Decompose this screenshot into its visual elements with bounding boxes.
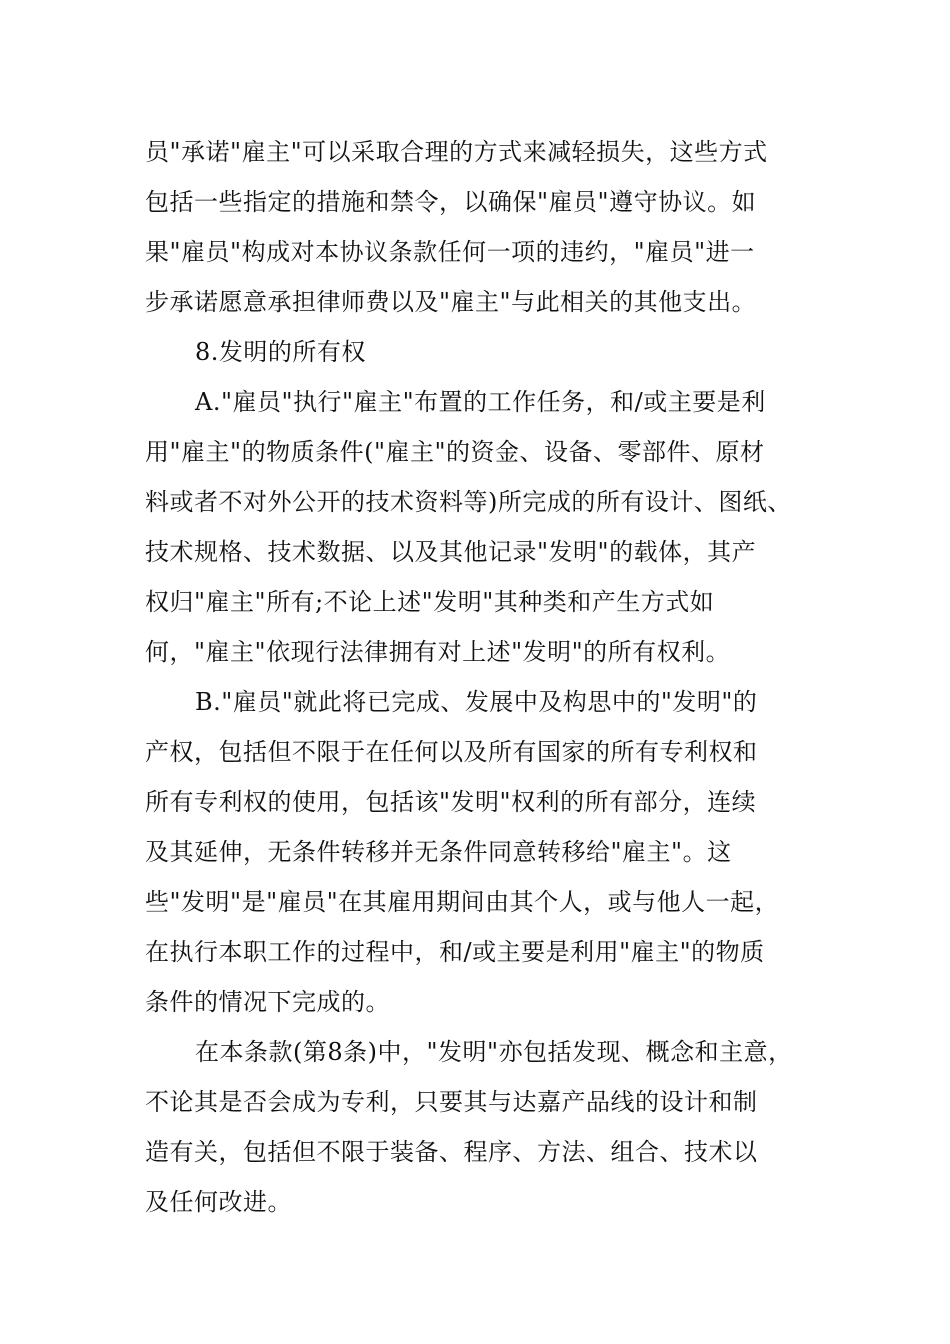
text-line: 在执行本职工作的过程中，和/或主要是利用"雇主"的物质	[145, 938, 765, 966]
text-line: 在本条款(第8条)中，"发明"亦包括发现、概念和主意，	[195, 1038, 793, 1066]
text-line: 不论其是否会成为专利，只要其与达嘉产品线的设计和制	[145, 1088, 758, 1116]
text-line: 条件的情况下完成的。	[145, 988, 390, 1016]
text-line: 及其延伸，无条件转移并无条件同意转移给"雇主"。这	[145, 838, 732, 866]
text-line: 步承诺愿意承担律师费以及"雇主"与此相关的其他支出。	[145, 288, 757, 316]
text-line: 及任何改进。	[145, 1188, 292, 1216]
section-heading: 8.发明的所有权	[195, 338, 366, 366]
text-line: 造有关，包括但不限于装备、程序、方法、组合、技术以	[145, 1138, 758, 1166]
text-line: A."雇员"执行"雇主"布置的工作任务，和/或主要是利	[195, 388, 766, 416]
text-line: 所有专利权的使用，包括该"发明"权利的所有部分，连续	[145, 788, 757, 816]
text-line: 果"雇员"构成对本协议条款任何一项的违约，"雇员"进一	[145, 238, 755, 266]
text-line: 产权，包括但不限于在任何以及所有国家的所有专利权和	[145, 738, 758, 766]
text-line: 包括一些指定的措施和禁令，以确保"雇员"遵守协议。如	[145, 188, 757, 216]
text-line: B."雇员"就此将已完成、发展中及构思中的"发明"的	[195, 688, 758, 716]
text-line: 料或者不对外公开的技术资料等)所完成的所有设计、图纸、	[145, 488, 792, 516]
text-line: 何，"雇主"依现行法律拥有对上述"发明"的所有权利。	[145, 638, 731, 666]
text-line: 员"承诺"雇主"可以采取合理的方式来减轻损失，这些方式	[145, 138, 768, 166]
text-line: 权归"雇主"所有;不论上述"发明"其种类和产生方式如	[145, 588, 715, 616]
text-line: 些"发明"是"雇员"在其雇用期间由其个人，或与他人一起，	[145, 888, 780, 916]
text-line: 用"雇主"的物质条件("雇主"的资金、设备、零部件、原材	[145, 438, 765, 466]
text-line: 技术规格、技术数据、以及其他记录"发明"的载体，其产	[145, 538, 757, 566]
